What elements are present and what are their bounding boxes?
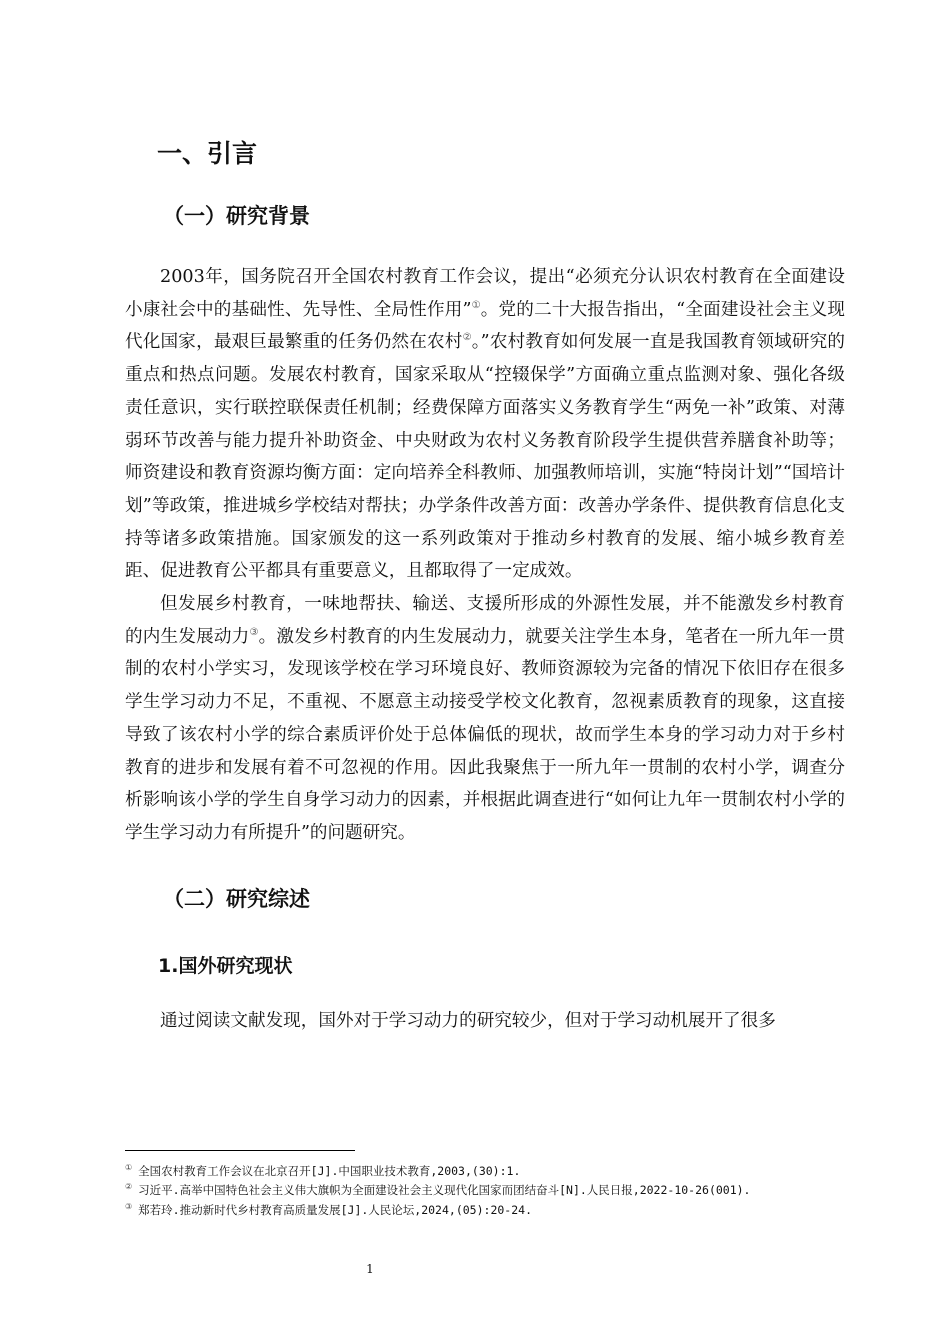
footnote-ref-3[interactable]: ③ [249,626,259,638]
heading-research-background: （一）研究背景 [163,204,310,228]
footnote-1: ① 全国农村教育工作会议在北京召开[J].中国职业技术教育,2003,(30):1. [125,1163,521,1178]
paragraph-background-2: 但发展乡村教育，一味地帮扶、输送、支援所形成的外源性发展，并不能激发乡村教育的内生发展动力③。激发乡村教育的内生发展动力，就要关注学生本身，笔者在一所九年一贯制的农村小学实习，发现该学校在学习环境良好、教师资源较为完备的情况下依旧存在很多学生学习动力不足，不重视、不愿意主动接受学校文化教育，忽视素质教育的现象，这直接导致了该农村小学的综合素质评价处于总体偏低的现状，故而学生本身的学习动力对于乡村教育的进步和发展有着不可忽视的作用。因此我聚焦于一所九年一贯制的农村小学，调查分析影响该小学的学生自身学习动力的因素，并根据此调查进行“如何让九年一贯制农村小学的学生学习动力有所提升”的问题研究。 [125,594,845,843]
footnote-ref-1[interactable]: ① [471,299,481,311]
main-content [125,132,845,1037]
footnote-3: ③ 郑若玲.推动新时代乡村教育高质量发展[J].人民论坛,2024,(05):20-24. [125,1201,532,1217]
footnote-2: ② 习近平.高举中国特色社会主义伟大旗帜为全面建设社会主义现代化国家而团结奋斗[N].人民日报,2022-10-26(001). [125,1182,751,1198]
paragraph-background-1: 2003年，国务院召开全国农村教育工作会议，提出“必须充分认识农村教育在全面建设小康社会中的基础性、先导性、全局性作用”①。党的二十大报告指出，“全面建设社会主义现代化国家，最艰巨最繁重的任务仍然在农村②。”农村教育如何发展一直是我国教育领域研究的重点和热点问题。发展农村教育，国家采取从“控辍保学”方面确立重点监测对象、强化各级责任意识，实行联控联保责任机制；经费保障方面落实义务教育学生“两免一补”政策、对薄弱环节改善与能力提升补助资金、中央财政为农村义务教育阶段学生提供营养膳食补助等；师资建设和教育资源均衡方面：定向培养全科教师、加强教师培训，实施“特岗计划”“国培计划”等政策，推进城乡学校结对帮扶；办学条件改善方面：改善办学条件、提供教育信息化支持等诸多政策措施。国家颁发的这一系列政策对于推动乡村教育的发展、缩小城乡教育差距、促进教育公平都具有重要意义，且都取得了一定成效。 [125,267,846,582]
heading-foreign-research: 1.国外研究现状 [158,954,293,977]
heading-introduction: 一、引言 [157,139,258,168]
footnote-ref-2[interactable]: ② [462,332,472,344]
footnotes [125,1160,825,1218]
heading-research-review: （二）研究综述 [163,886,310,911]
page-number: 1 [366,1262,374,1276]
paragraph-foreign-research: 通过阅读文献发现，国外对于学习动力的研究较少，但对于学习动机展开了很多 [160,1010,776,1031]
footnote-divider [125,1150,355,1151]
